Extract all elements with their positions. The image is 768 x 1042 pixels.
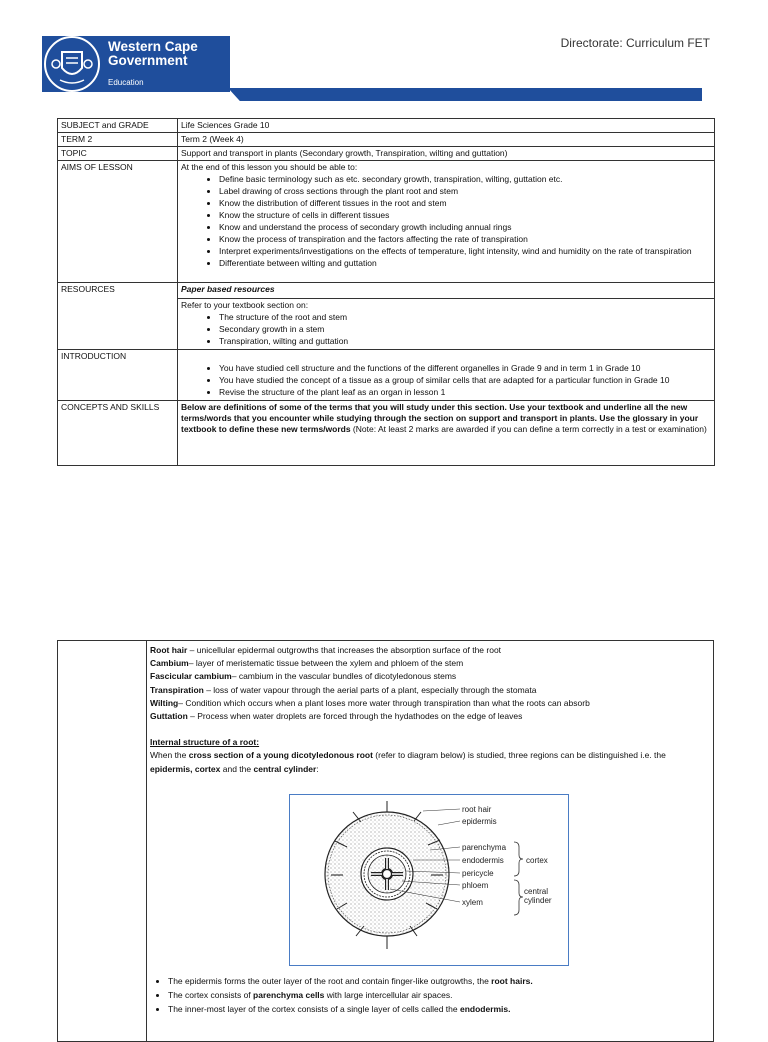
list-item: • Know the structure of cells in different tissues bbox=[219, 210, 711, 221]
definition-text: Condition which occurs when a plant loses more water through transpiration than what the roots can absorb bbox=[185, 697, 590, 708]
list-item bbox=[168, 975, 706, 988]
definition-text: unicellular epidermal outgrowths that increases the absorption surface of the root bbox=[196, 645, 502, 655]
org-name-line2: Government bbox=[108, 53, 188, 68]
root-structure-bullets bbox=[150, 974, 706, 1017]
list-item: • You have studied the concept of a tissue as a group of similar cells that are adapted for a particular function in Grade 10 bbox=[219, 375, 711, 386]
definition-item bbox=[150, 697, 706, 710]
aims-intro: At the end of this lesson you should be able to: bbox=[181, 162, 358, 172]
definitions-section bbox=[150, 644, 706, 776]
definition-separator: – bbox=[187, 645, 197, 655]
definition-term: Guttation bbox=[150, 711, 188, 722]
text-run: The cortex consists of bbox=[168, 990, 254, 1000]
content-table bbox=[57, 640, 714, 1042]
list-item bbox=[168, 1003, 706, 1016]
list-item: • Know the distribution of different tissues in the root and stem bbox=[219, 198, 711, 209]
root-paragraph bbox=[150, 749, 706, 775]
row-label: TERM 2 bbox=[58, 133, 178, 147]
definition-term: Wilting bbox=[150, 697, 179, 708]
list-item: • Secondary growth in a stem bbox=[219, 324, 711, 335]
text-run: parenchyma cells bbox=[253, 990, 325, 1000]
label-phloem: phloem bbox=[462, 881, 489, 890]
definition-term: Fascicular cambium bbox=[150, 671, 232, 682]
text-run: epidermis, cortex bbox=[150, 763, 221, 774]
definition-term: Root hair bbox=[150, 645, 188, 655]
definition-item bbox=[150, 657, 706, 670]
row-label: INTRODUCTION bbox=[58, 350, 178, 401]
text-run: endodermis. bbox=[459, 1004, 511, 1014]
definition-item bbox=[150, 684, 706, 697]
row-label: CONCEPTS AND SKILLS bbox=[58, 401, 178, 466]
bullet-list bbox=[150, 975, 706, 1016]
table-row bbox=[58, 401, 715, 466]
row-label: RESOURCES bbox=[58, 283, 178, 350]
row-label: TOPIC bbox=[58, 147, 178, 161]
table-row bbox=[58, 119, 715, 133]
definition-separator: – bbox=[188, 658, 196, 669]
table-row bbox=[58, 147, 715, 161]
coat-of-arms-icon bbox=[42, 34, 102, 94]
definition-term: Transpiration bbox=[150, 684, 204, 695]
row-label: AIMS OF LESSON bbox=[58, 161, 178, 283]
resources-intro: Refer to your textbook section on: bbox=[181, 300, 309, 310]
definition-separator: – bbox=[231, 671, 239, 682]
page-header bbox=[0, 0, 768, 110]
label-parenchyma: parenchyma bbox=[462, 843, 507, 852]
text-run: root hairs. bbox=[491, 976, 533, 986]
label-endodermis: endodermis bbox=[462, 856, 504, 865]
intro-list bbox=[181, 363, 711, 398]
definition-item bbox=[150, 644, 706, 657]
definition-text: layer of meristematic tissue between the xylem and phloem of the stem bbox=[195, 658, 464, 669]
resources-title-cell bbox=[178, 283, 715, 299]
text-run: with large intercellular air spaces. bbox=[324, 990, 453, 1000]
list-item: • Label drawing of cross sections through the plant root and stem bbox=[219, 186, 711, 197]
text-run: The epidermis forms the outer layer of the root and contain finger-like outgrowths, the bbox=[168, 976, 492, 986]
text-run: : bbox=[316, 763, 319, 774]
resources-cell bbox=[178, 299, 715, 350]
definition-separator: – bbox=[178, 697, 186, 708]
definition-item bbox=[150, 710, 706, 723]
concepts-note: (Note: At least 2 marks are awarded if you can define a term correctly in a test or examination) bbox=[350, 424, 707, 434]
label-epidermis: epidermis bbox=[462, 817, 497, 826]
label-central: central bbox=[524, 887, 549, 896]
text-run: central cylinder bbox=[253, 763, 317, 774]
list-item: • Revise the structure of the plant leaf as an organ in lesson 1 bbox=[219, 387, 711, 398]
definition-separator: – bbox=[187, 711, 198, 722]
row-value: Support and transport in plants (Secondary growth, Transpiration, wilting and guttation) bbox=[178, 147, 715, 161]
row-label: SUBJECT and GRADE bbox=[58, 119, 178, 133]
root-cross-section-diagram bbox=[290, 795, 568, 965]
list-item: • The structure of the root and stem bbox=[219, 312, 711, 323]
list-item: • You have studied cell structure and the functions of the different organelles in Grade 9 and in term 1 in Grade 10 bbox=[219, 363, 711, 374]
org-name-line1: Western Cape bbox=[108, 39, 198, 54]
table-row bbox=[58, 161, 715, 283]
row-value: Life Sciences Grade 10 bbox=[178, 119, 715, 133]
definition-text: cambium in the vascular bundles of dicotyledonous stems bbox=[238, 671, 457, 682]
label-pericycle: pericycle bbox=[462, 869, 494, 878]
header-bar bbox=[228, 88, 702, 101]
text-run: The inner-most layer of the cortex consists of a single layer of cells called the bbox=[168, 1004, 460, 1014]
label-cylinder: cylinder bbox=[524, 896, 552, 905]
table-row bbox=[58, 350, 715, 401]
definition-item bbox=[150, 670, 706, 683]
column-divider bbox=[146, 641, 147, 1041]
definition-term: Cambium bbox=[150, 658, 189, 669]
text-run: cross section of a young dicotyledonous root bbox=[188, 750, 373, 761]
list-item: • Know and understand the process of secondary growth including annual rings bbox=[219, 222, 711, 233]
label-xylem: xylem bbox=[462, 898, 483, 907]
root-cross-section-figure bbox=[289, 794, 569, 966]
text-run: and the bbox=[220, 763, 254, 774]
section-heading: Internal structure of a root: bbox=[150, 737, 260, 748]
concepts-cell bbox=[178, 401, 715, 466]
list-item: • Define basic terminology such as etc. secondary growth, transpiration, wilting, guttation etc. bbox=[219, 174, 711, 185]
aims-list bbox=[181, 174, 711, 269]
list-item: • Know the process of transpiration and the factors affecting the rate of transpiration bbox=[219, 234, 711, 245]
list-item bbox=[168, 989, 706, 1002]
table-row bbox=[58, 133, 715, 147]
definition-text: loss of water vapour through the aerial parts of a plant, especially through the stomata bbox=[213, 684, 537, 695]
definition-separator: – bbox=[203, 684, 214, 695]
table-row bbox=[58, 283, 715, 299]
aims-cell bbox=[178, 161, 715, 283]
lesson-table bbox=[57, 118, 715, 466]
resources-title: Paper based resources bbox=[181, 284, 275, 294]
intro-cell bbox=[178, 350, 715, 401]
directorate-title: Directorate: Curriculum FET bbox=[560, 36, 710, 50]
brackets bbox=[514, 842, 523, 915]
concepts-instructions: Below are definitions of some of the terms that you will study under this section. Use your textbook and underline all the new terms/words that you encounter while studying through the section on support and transport in plants. Use the glossary in your textbook to define these new terms/words bbox=[181, 402, 699, 434]
text-run: (refer to diagram below) is studied, three regions can be distinguished i.e. the bbox=[372, 750, 666, 761]
row-value: Term 2 (Week 4) bbox=[178, 133, 715, 147]
label-cortex: cortex bbox=[526, 856, 548, 865]
list-item: • Differentiate between wilting and guttation bbox=[219, 258, 711, 269]
org-department: Education bbox=[108, 78, 144, 87]
list-item: • Transpiration, wilting and guttation bbox=[219, 336, 711, 347]
text-run: When the bbox=[150, 750, 189, 761]
list-item: • Interpret experiments/investigations on the effects of temperature, light intensity, wind and humidity on the rate of transpiration bbox=[219, 246, 711, 257]
resources-list bbox=[181, 312, 711, 347]
definition-text: Process when water droplets are forced through the hydathodes on the edge of leaves bbox=[197, 711, 523, 722]
label-root-hair: root hair bbox=[462, 805, 492, 814]
